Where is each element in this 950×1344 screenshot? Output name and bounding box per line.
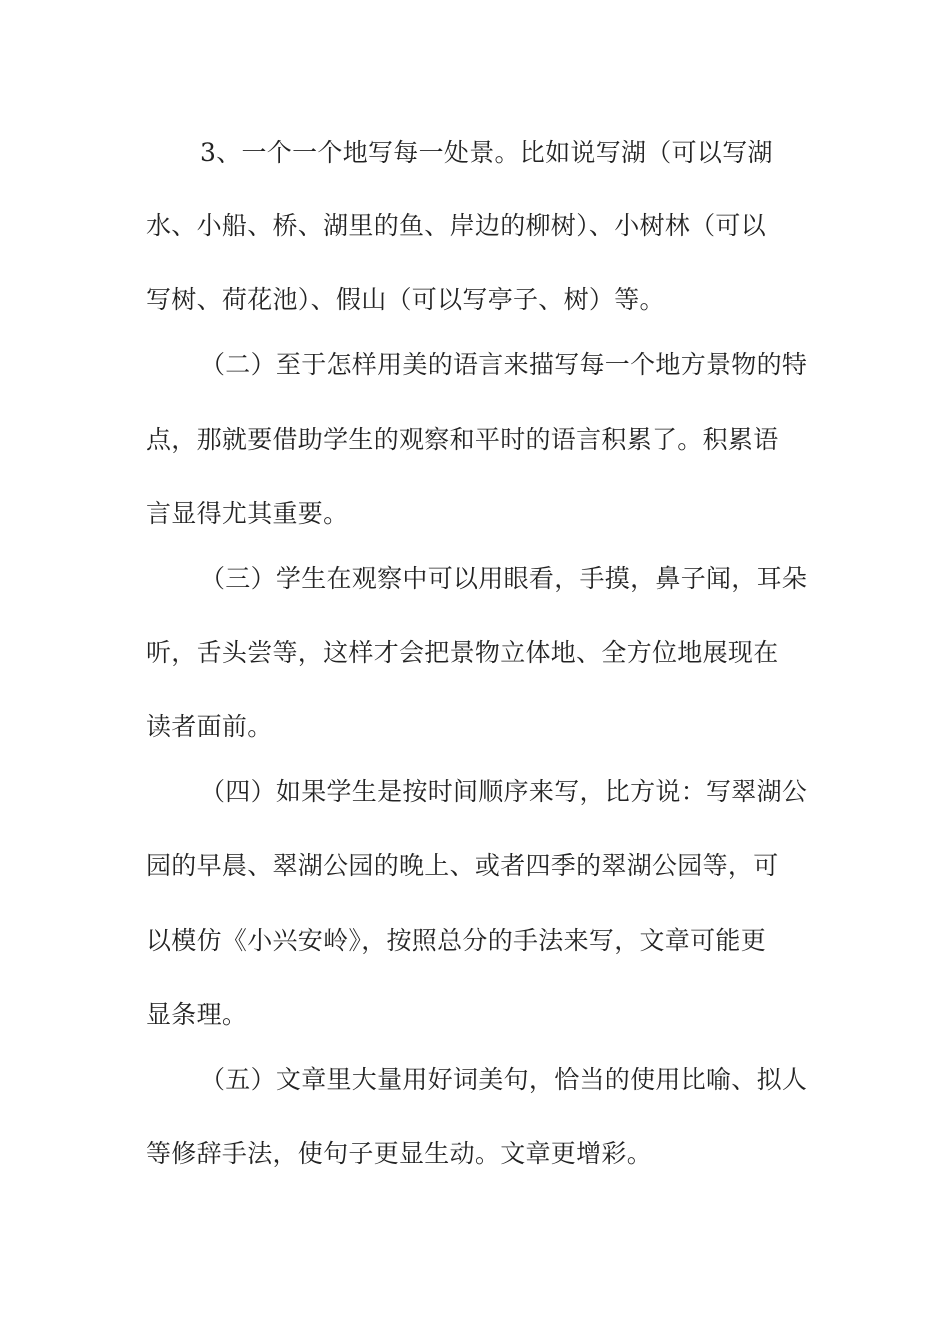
paragraph-2-line-1: （二）至于怎样用美的语言来描写每一个地方景物的特: [200, 350, 808, 379]
paragraph-4-line-2: 园的早晨、翠湖公园的晚上、或者四季的翠湖公园等，可: [146, 851, 779, 880]
paragraph-5-line-2: 等修辞手法，使句子更显生动。文章更增彩。: [146, 1139, 653, 1168]
paragraph-2-line-3: 言显得尤其重要。: [146, 499, 349, 528]
paragraph-4-line-4: 显条理。: [146, 1000, 248, 1029]
paragraph-3-line-1: 3、一个一个地写每一处景。比如说写湖（可以写湖: [200, 138, 773, 167]
paragraph-3-line-3: 写树、荷花池）、假山（可以写亭子、树）等。: [146, 285, 665, 314]
paragraph-4-line-1: （四）如果学生是按时间顺序来写，比方说：写翠湖公: [200, 777, 808, 806]
paragraph-2-line-2: 点，那就要借助学生的观察和平时的语言积累了。积累语: [146, 425, 779, 454]
paragraph-3-line-2: 水、小船、桥、湖里的鱼、岸边的柳树）、小树林（可以: [146, 211, 767, 240]
paragraph-5-line-1: （五）文章里大量用好词美句，恰当的使用比喻、拟人: [200, 1065, 808, 1094]
paragraph-4-line-3: 以模仿《小兴安岭》，按照总分的手法来写，文章可能更: [146, 926, 767, 955]
paragraph-3b-line-2: 听，舌头尝等，这样才会把景物立体地、全方位地展现在: [146, 638, 779, 667]
paragraph-3b-line-1: （三）学生在观察中可以用眼看，手摸，鼻子闻，耳朵: [200, 564, 808, 593]
paragraph-3b-line-3: 读者面前。: [146, 712, 273, 741]
